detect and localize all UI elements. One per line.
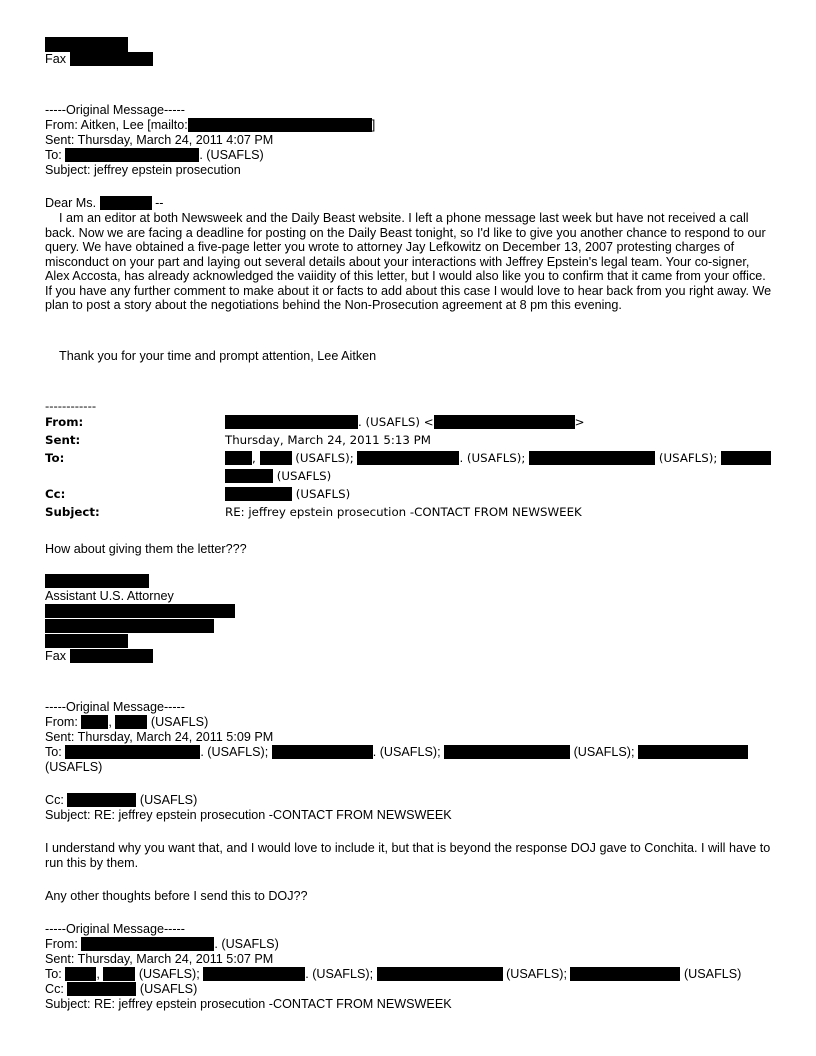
msg2-cc-value: (USAFLS) <box>225 487 350 501</box>
msg4-sent-line: Sent: Thursday, March 24, 2011 5:07 PM <box>45 952 274 966</box>
msg1-subject-line: Subject: jeffrey epstein prosecution <box>45 163 241 177</box>
redaction-block <box>67 793 136 807</box>
redaction-block <box>81 715 108 729</box>
msg1-salutation: Dear Ms. -- <box>45 196 164 210</box>
redaction-block <box>45 37 128 52</box>
msg2-subject-label: Subject: <box>45 505 100 519</box>
redaction-block <box>70 649 153 663</box>
original-message-header: -----Original Message----- <box>45 922 185 936</box>
redaction-block <box>70 52 153 66</box>
redaction-block <box>65 148 199 162</box>
redaction-block <box>188 118 372 132</box>
redaction-block <box>377 967 503 981</box>
redaction-block <box>45 619 214 633</box>
signature-fax-line: Fax <box>45 649 153 664</box>
msg2-sent-value: Thursday, March 24, 2011 5:13 PM <box>225 433 431 447</box>
signature-title: Assistant U.S. Attorney <box>45 589 174 603</box>
redaction-block <box>357 451 459 465</box>
redaction-block <box>100 196 152 210</box>
msg1-from-line: From: Aitken, Lee [mailto: ] <box>45 118 376 132</box>
msg2-from-value: . (USAFLS) < > <box>225 415 585 429</box>
msg2-cc-label: Cc: <box>45 487 66 501</box>
redaction-block <box>638 745 748 759</box>
msg3-sent-line: Sent: Thursday, March 24, 2011 5:09 PM <box>45 730 274 744</box>
redaction-block <box>529 451 655 465</box>
msg1-body: I am an editor at both Newsweek and the Daily Beast website. I left a phone message last week but have not received a call back. Now we are facing a deadline for posting on the Daily Beast tonight, so I'd like to give you another chance to respond to our query. We have obtained a five-page letter you wrote to attorney Jay Lefkowitz on December 13, 2007 protesting charges of misconduct on your part and laying out several details about your interactions with Jeffrey Epstein's legal team. Your co-signer, Alex Accosta, has already acknowledged the vaiidity of this letter, but I would also like you to confirm that it came from your office. If you have any further comment to make about it or facts to add about this case I would love to hear back from you right away. We plan to post a story about the negotiations behind the Non-Prosecution agreement at 8 pm this evening. <box>45 211 772 312</box>
separator-line: ------------ <box>45 399 97 413</box>
msg3-to-line-cont: (USAFLS) <box>45 760 103 774</box>
redaction-block <box>434 415 575 429</box>
fax-line <box>45 52 153 67</box>
redaction-block <box>115 715 147 729</box>
fax-label: Fax <box>45 52 66 66</box>
original-message-header: -----Original Message----- <box>45 103 185 117</box>
msg2-subject-value: RE: jeffrey epstein prosecution -CONTACT FROM NEWSWEEK <box>225 505 582 519</box>
redaction-block <box>65 745 200 759</box>
redaction-block <box>721 451 771 465</box>
msg3-body2: Any other thoughts before I send this to DOJ?? <box>45 889 308 903</box>
msg4-cc-line: Cc: (USAFLS) <box>45 982 198 996</box>
msg2-sent-label: Sent: <box>45 433 81 447</box>
msg3-subject-line: Subject: RE: jeffrey epstein prosecution -CONTACT FROM NEWSWEEK <box>45 808 452 822</box>
redaction-block <box>570 967 680 981</box>
msg2-from-label: From: <box>45 415 84 429</box>
redaction-block <box>225 469 273 483</box>
redaction-block <box>45 604 235 618</box>
msg4-subject-line: Subject: RE: jeffrey epstein prosecution -CONTACT FROM NEWSWEEK <box>45 997 452 1011</box>
msg1-sent-line: Sent: Thursday, March 24, 2011 4:07 PM <box>45 133 274 147</box>
original-message-header: -----Original Message----- <box>45 700 185 714</box>
redaction-block <box>225 487 292 501</box>
msg4-from-line: From: . (USAFLS) <box>45 937 279 951</box>
msg3-cc-line: Cc: (USAFLS) <box>45 793 198 807</box>
msg2-to-value-cont: (USAFLS) <box>225 469 331 483</box>
redaction-block <box>260 451 292 465</box>
redaction-block <box>45 634 128 648</box>
redaction-block <box>444 745 570 759</box>
msg2-body: How about giving them the letter??? <box>45 542 247 556</box>
redaction-block <box>225 451 252 465</box>
msg1-closing: Thank you for your time and prompt attention, Lee Aitken <box>59 349 377 363</box>
redaction-block <box>67 982 136 996</box>
redaction-block <box>272 745 373 759</box>
msg3-from-line: From: , (USAFLS) <box>45 715 209 729</box>
redaction-block <box>45 574 149 588</box>
msg4-to-line: To: , (USAFLS); . (USAFLS); (USAFLS); (USAFLS) <box>45 967 742 981</box>
redaction-block <box>225 415 358 429</box>
msg1-to-line: To: . (USAFLS) <box>45 148 264 162</box>
msg2-to-label: To: <box>45 451 65 465</box>
redaction-block <box>103 967 135 981</box>
redaction-block <box>81 937 214 951</box>
msg3-to-line: To: . (USAFLS); . (USAFLS); (USAFLS); <box>45 745 748 760</box>
redaction-block <box>65 967 96 981</box>
msg3-body: I understand why you want that, and I would love to include it, but that is beyond the response DOJ gave to Conchita. I will have to run this by them. <box>45 841 771 870</box>
msg2-to-value: , (USAFLS); . (USAFLS); (USAFLS); <box>225 451 771 465</box>
redaction-block <box>203 967 305 981</box>
